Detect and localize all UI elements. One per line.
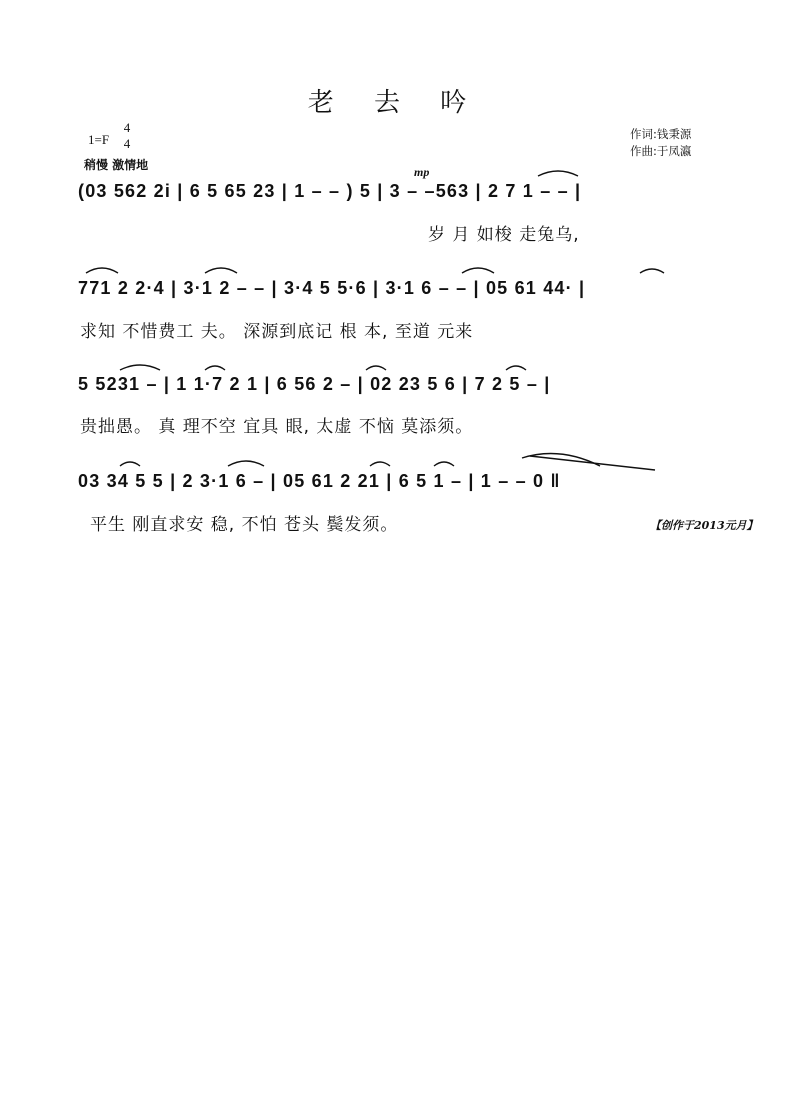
- notation-row-3: 5 5231 – | 1 1·7 2 1 | 6 56 2 – | 02 23 5 6 | 7 2 5 – |: [78, 374, 551, 394]
- creation-date-note: 【创作于2013元月】: [650, 519, 758, 532]
- song-title: 老 去 吟: [307, 88, 483, 118]
- slur-mark: [434, 462, 454, 466]
- slur-mark: [530, 456, 655, 470]
- slur-mark: [366, 366, 386, 370]
- slur-mark: [205, 268, 237, 273]
- dynamic-marking: mp: [414, 165, 430, 179]
- slur-mark: [120, 462, 140, 466]
- slur-mark: [462, 268, 494, 273]
- notation-row-1: (03 562 2i | 6 5 65 23 | 1 – – ) 5 | 3 – –563 | 2 7 1 – – |: [78, 181, 582, 201]
- slur-mark: [205, 366, 225, 370]
- time-signature-top: 4: [123, 120, 131, 135]
- notation-row-4: 03 34 5 5 | 2 3·1 6 – | 05 61 2 21 | 6 5 1 – | 1 – – 0 ‖: [78, 471, 561, 491]
- notation-row-2: 771 2 2·4 | 3·1 2 – – | 3·4 5 5·6 | 3·1 6 – – | 05 61 44· |: [78, 278, 586, 298]
- slur-mark: [228, 461, 264, 466]
- slur-mark: [506, 366, 526, 370]
- lyrics-row-1: 岁 月 如梭 走兔乌,: [428, 225, 580, 245]
- slur-mark: [640, 269, 664, 273]
- lyrics-row-3: 贵拙愚。 真 理不空 宜具 眼, 太虚 不恼 莫添须。: [80, 417, 474, 437]
- composer-credit: 作曲:于凤瀛: [630, 144, 692, 158]
- slur-mark: [370, 462, 390, 466]
- key-signature: 1=F: [88, 132, 110, 147]
- slur-mark: [86, 268, 118, 273]
- tempo-marking: 稍慢 激情地: [84, 158, 149, 172]
- lyrics-row-4: 平生 刚直求安 稳, 不怕 苍头 鬓发须。: [90, 515, 399, 535]
- lyrics-row-2: 求知 不惜费工 夫。 深源到底记 根 本, 至道 元来: [80, 322, 474, 342]
- slur-mark: [120, 365, 160, 370]
- time-signature-bottom: 4: [123, 136, 131, 151]
- slur-mark: [538, 171, 578, 176]
- lyricist-credit: 作词:钱秉源: [630, 127, 692, 141]
